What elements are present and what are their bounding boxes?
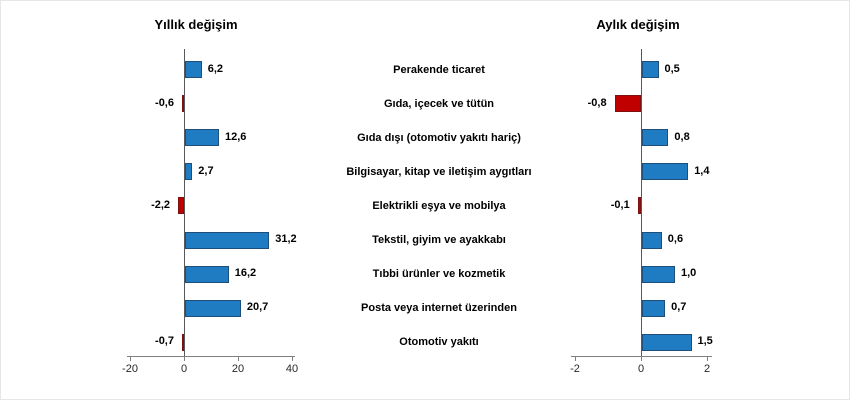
x-axis-tick-label: 0 — [180, 363, 188, 375]
x-axis-tick-label: -2 — [570, 363, 580, 375]
category-label: Otomotiv yakıtı — [399, 336, 479, 349]
bar-value-label: 0,5 — [664, 62, 680, 75]
x-axis-tick-label: 40 — [285, 363, 299, 375]
category-label: Elektrikli eşya ve mobilya — [372, 199, 506, 212]
positive-bar — [642, 266, 675, 283]
positive-bar — [185, 61, 202, 78]
category-label: Tıbbi ürünler ve kozmetik — [372, 268, 506, 281]
bar-value-label: 1,0 — [681, 267, 697, 280]
x-axis-tick-label: -20 — [122, 363, 138, 375]
x-axis-tick-label: 0 — [637, 363, 645, 375]
positive-bar — [642, 300, 665, 317]
negative-bar — [182, 95, 184, 112]
positive-bar — [185, 129, 219, 146]
x-axis-tick — [184, 357, 185, 361]
negative-bar — [182, 334, 184, 351]
negative-bar — [178, 197, 184, 214]
category-label: Gıda dışı (otomotiv yakıtı hariç) — [357, 131, 521, 144]
bar-value-label: 31,2 — [275, 233, 297, 246]
x-axis-tick — [575, 357, 576, 361]
positive-bar — [642, 129, 668, 146]
positive-bar — [185, 163, 192, 180]
bar-value-label: 1,4 — [694, 164, 710, 177]
right-chart-title: Aylık değişim — [596, 17, 680, 32]
bar-value-label: -0,7 — [155, 335, 174, 348]
bar-value-label: -0,8 — [587, 96, 607, 109]
x-axis-line — [127, 356, 295, 357]
bar-value-label: -2,2 — [151, 198, 171, 211]
negative-bar — [615, 95, 641, 112]
x-axis-tick-label: 20 — [231, 363, 245, 375]
category-label: Posta veya internet üzerinden — [361, 302, 517, 315]
bar-value-label: -0,1 — [610, 198, 630, 211]
bar-value-label: 12,6 — [225, 130, 247, 143]
category-label: Gıda, içecek ve tütün — [383, 97, 495, 110]
bar-value-label: 20,7 — [246, 301, 269, 314]
bar-value-label: 0,7 — [671, 301, 687, 314]
bar-value-label: 2,7 — [198, 164, 214, 177]
positive-bar — [642, 163, 688, 180]
bar-value-label: 16,2 — [234, 267, 257, 280]
category-label: Bilgisayar, kitap ve iletişim aygıtları — [346, 165, 532, 178]
left-chart-title: Yıllık değişim — [154, 17, 238, 32]
positive-bar — [642, 232, 662, 249]
bar-value-label: -0,6 — [155, 96, 174, 109]
positive-bar — [185, 232, 269, 249]
x-axis-tick — [130, 357, 131, 361]
positive-bar — [642, 334, 692, 351]
bar-value-label: 1,5 — [697, 335, 713, 348]
category-label: Tekstil, giyim ve ayakkabı — [372, 234, 506, 247]
positive-bar — [185, 300, 241, 317]
bar-value-label: 6,2 — [207, 62, 224, 75]
negative-bar — [638, 197, 641, 214]
positive-bar — [642, 61, 659, 78]
x-axis-tick-label: 2 — [703, 363, 711, 375]
category-label: Perakende ticaret — [393, 63, 485, 76]
bar-value-label: 0,6 — [667, 233, 684, 246]
positive-bar — [185, 266, 229, 283]
x-axis-tick — [292, 357, 293, 361]
x-axis-tick — [238, 357, 239, 361]
bar-value-label: 0,8 — [674, 130, 690, 143]
x-axis-tick — [707, 357, 708, 361]
x-axis-tick — [641, 357, 642, 361]
